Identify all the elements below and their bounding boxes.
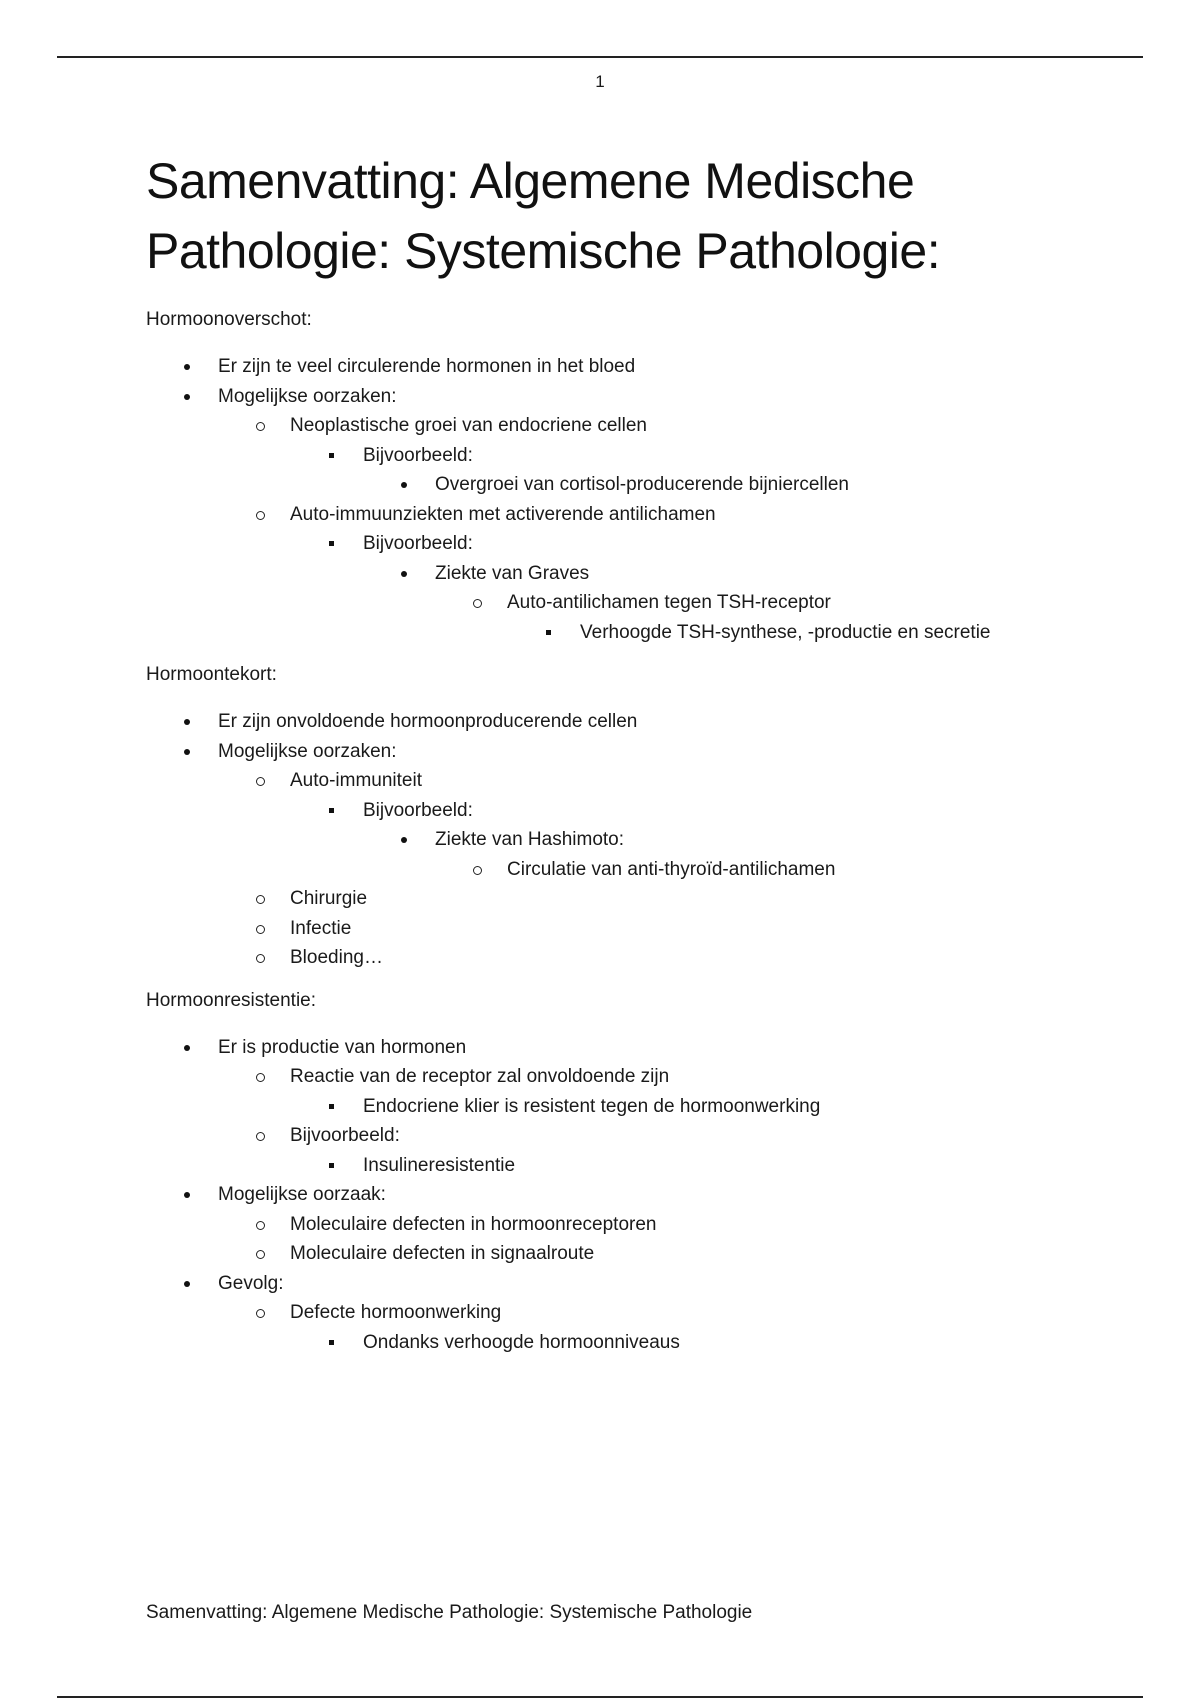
list-item: Mogelijkse oorzaak: <box>218 1184 386 1205</box>
header-rule <box>57 56 1143 58</box>
list-item: Bijvoorbeeld: <box>363 799 473 821</box>
list-item: Ondanks verhoogde hormoonniveaus <box>363 1331 680 1353</box>
list-item: Bijvoorbeeld: <box>290 1125 400 1146</box>
list-item: Infectie <box>290 917 352 939</box>
list-item: Circulatie van anti-thyroïd-antilichamen <box>507 858 836 880</box>
list-item: Auto-immuniteit <box>290 770 422 791</box>
list-item: Bloeding… <box>290 947 383 968</box>
section-heading-overschot: Hormoonoverschot: <box>146 309 312 330</box>
list-item: Ziekte van Graves <box>435 562 590 584</box>
list-item: Defecte hormoonwerking <box>290 1302 502 1323</box>
list-item: Chirurgie <box>290 888 368 909</box>
list-item: Mogelijkse oorzaken: <box>218 385 397 407</box>
list-overschot <box>146 352 1106 647</box>
list-item: Er is productie van hormonen <box>218 1036 467 1058</box>
page-title: Samenvatting: Algemene Medische Pathologie: Systemische Pathologie: <box>146 153 941 279</box>
footer-rule <box>57 1696 1143 1698</box>
list-item: Verhoogde TSH-synthese, -productie en secretie <box>580 621 991 643</box>
list-item: Insulineresistentie <box>363 1154 516 1176</box>
list-item: Er zijn onvoldoende hormoonproducerende cellen <box>218 711 638 732</box>
list-resistentie <box>146 1033 1106 1358</box>
list-item: Bijvoorbeeld: <box>363 533 473 554</box>
footer-text: Samenvatting: Algemene Medische Pathologie: Systemische Pathologie <box>146 1602 753 1623</box>
page-number: 1 <box>595 72 605 91</box>
list-item: Endocriene klier is resistent tegen de hormoonwerking <box>363 1095 821 1117</box>
list-item: Neoplastische groei van endocriene cellen <box>290 415 648 436</box>
list-item: Auto-immuunziekten met activerende antilichamen <box>290 503 716 525</box>
list-item: Er zijn te veel circulerende hormonen in het bloed <box>218 356 636 377</box>
document-body <box>146 146 1106 1357</box>
list-item: Moleculaire defecten in hormoonreceptoren <box>290 1213 657 1235</box>
list-item: Bijvoorbeeld: <box>363 444 473 466</box>
list-item: Gevolg: <box>218 1272 284 1294</box>
list-item: Auto-antilichamen tegen TSH-receptor <box>507 592 831 613</box>
list-tekort <box>146 707 1106 973</box>
section-heading-tekort: Hormoontekort: <box>146 664 277 685</box>
list-item: Moleculaire defecten in signaalroute <box>290 1243 595 1264</box>
list-item: Ziekte van Hashimoto: <box>435 829 625 850</box>
list-item: Overgroei van cortisol-producerende bijniercellen <box>435 474 849 495</box>
list-item: Reactie van de receptor zal onvoldoende zijn <box>290 1066 670 1087</box>
section-heading-resistentie: Hormoonresistentie: <box>146 989 317 1011</box>
list-item: Mogelijkse oorzaken: <box>218 740 397 762</box>
